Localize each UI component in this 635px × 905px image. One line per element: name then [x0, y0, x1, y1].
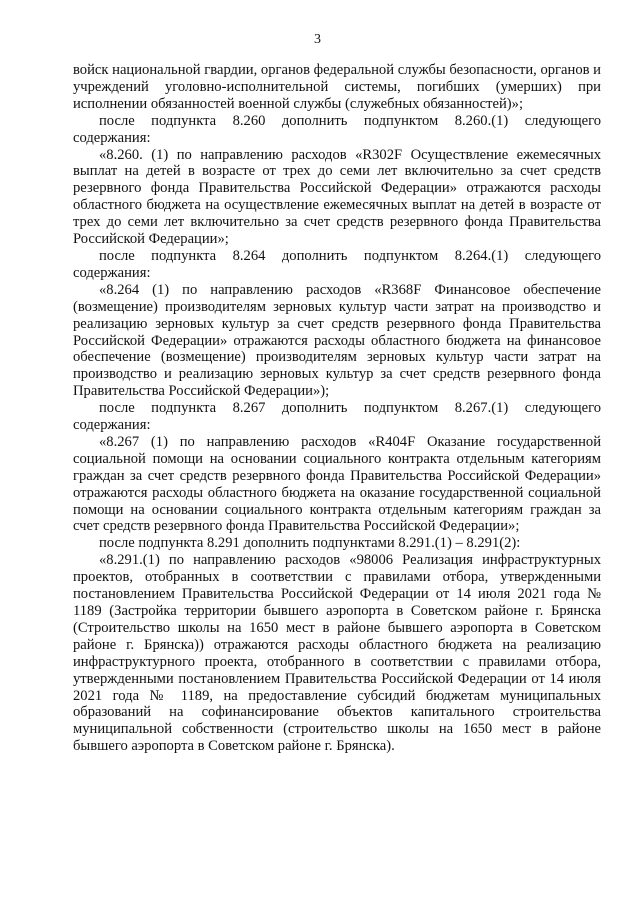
paragraph-9: «8.291.(1) по направлению расходов «98006 Реализация инфраструктурных проектов, отобранных в соответствии с правилами отбора, утвержденными постановлением Правительства Российской Федерации от 14 июля 2021 года № 1189 (Застройка территории бывшего аэропорта в Советском районе г. Брянска (Строительство школы на 1650 мест в районе бывшего аэропорта в Советском районе г. Брянска)) отражаются расходы областного бюджета на реализацию инфраструктурного проекта, отобранного в соответствии с правилами отбора, утвержденными постановлением Правительства Российской Федерации от 14 июля 2021 года № 1189, на предоставление субсидий бюджетам муниципальных образований на софинансирование объектов капитального строительства муниципальной собственности (строительство школы на 1650 мест в районе бывшего аэропорта в Советском районе г. Брянска). — [73, 552, 601, 755]
paragraph-8: после подпункта 8.291 дополнить подпунктами 8.291.(1) – 8.291(2): — [99, 535, 521, 552]
paragraph-3: «8.260. (1) по направлению расходов «R302F Осуществление ежемесячных выплат на детей в возрасте от трех до семи лет включительно за счет средств резервного фонда Правительства Российской Федерации» отражаются расходы областного бюджета на осуществление ежемесячных выплат на детей в возрасте от трех до семи лет включительно за счет средств резервного фонда Правительства Российской Федерации»; — [73, 146, 601, 248]
paragraph-7: «8.267 (1) по направлению расходов «R404F Оказание государственной социальной помощи на основании социального контракта отдельным категориям граждан за счет средств резервного фонда Правительства Российской Федерации» отражаются расходы областного бюджета на оказание государственной социальной помощи на основании социального контракта отдельным категориям граждан за счет средств резервного фонда Правительства Российской Федерации»; — [73, 433, 601, 535]
paragraph-5: «8.264 (1) по направлению расходов «R368F Финансовое обеспечение (возмещение) производителям зерновых культур части затрат на производство и реализацию зерновых культур за счет средств резервного фонда Правительства Российской Федерации» отражаются расходы областного бюджета на финансовое обеспечение (возмещение) производителям зерновых культур части затрат на производство и реализацию зерновых культур за счет средств резервного фонда Правительства Российской Федерации»); — [73, 281, 601, 400]
paragraph-6: после подпункта 8.267 дополнить подпунктом 8.267.(1) следующего содержания: — [73, 400, 601, 434]
paragraph-2: после подпункта 8.260 дополнить подпунктом 8.260.(1) следующего содержания: — [73, 112, 601, 146]
paragraph-4: после подпункта 8.264 дополнить подпунктом 8.264.(1) следующего содержания: — [73, 247, 601, 281]
page-number: 3 — [314, 32, 321, 47]
paragraph-1: войск национальной гвардии, органов федеральной службы безопасности, органов и учреждений уголовно-исполнительной системы, погибших (умерших) при исполнении обязанностей военной службы (служебных обязанностей)»; — [73, 62, 601, 112]
document-body — [73, 62, 601, 755]
